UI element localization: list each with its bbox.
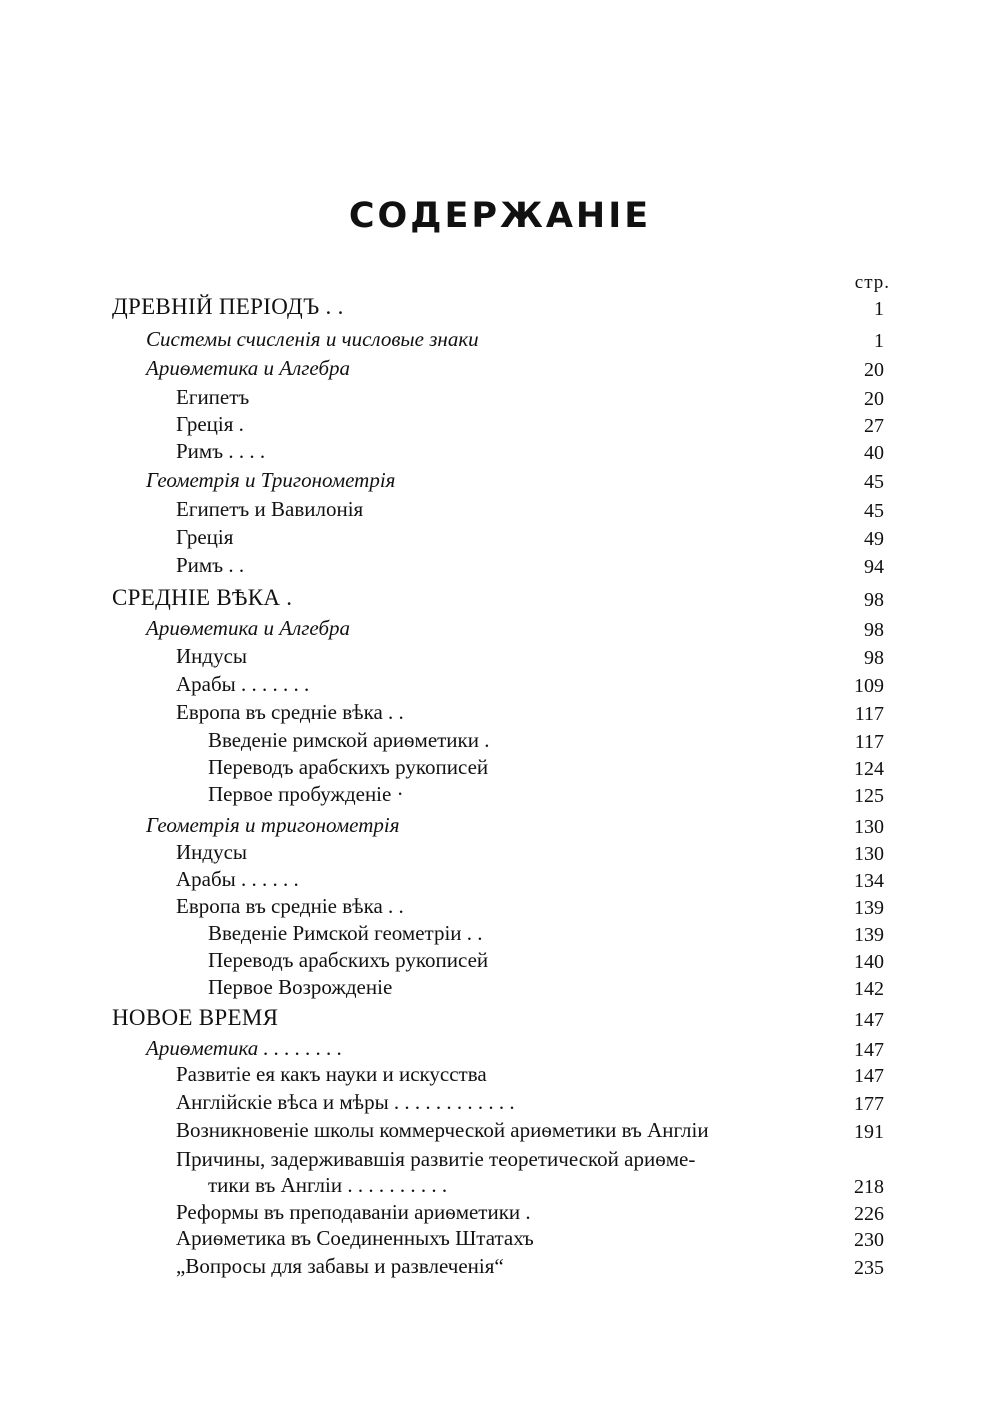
toc-entry-label: Ариѳметика и Алгебра [146, 356, 351, 380]
toc-entry-page-number: 117 [854, 703, 884, 725]
toc-entry-page-number: 1 [874, 330, 884, 352]
toc-entry [176, 699, 404, 725]
toc-entry [112, 294, 344, 320]
toc-entry [208, 781, 404, 807]
toc-entry-label: Возникновеніе школы коммерческой ариѳметики въ Англіи [176, 1118, 709, 1142]
toc-entry-label: Египетъ [176, 385, 250, 409]
toc-entry [176, 1061, 487, 1087]
toc-entry-label: Введеніе римской ариѳметики . [208, 728, 490, 752]
toc-entry-page-number: 124 [854, 758, 884, 780]
toc-entry [176, 524, 233, 550]
toc-entry-label: НОВОЕ ВРЕМЯ [112, 1005, 279, 1030]
toc-entry-page-number: 139 [854, 897, 884, 919]
toc-entry [176, 839, 247, 865]
toc-entry-label: Европа въ средніе вѣка . . [176, 894, 404, 918]
toc-entry-label: ДРЕВНІЙ ПЕРІОДЪ . . [112, 294, 344, 319]
toc-entry-label: Римъ . . [176, 553, 245, 577]
toc-entry [208, 974, 392, 1000]
toc-entry-label: Системы счисленія и числовые знаки [146, 327, 479, 351]
toc-entry-page-number: 40 [864, 442, 884, 464]
toc-entry-label: „Вопросы для забавы и развлеченія“ [176, 1254, 504, 1278]
toc-entry-label: Первое Возрожденіе [208, 975, 393, 999]
toc-entry-label: Развитіе ея какъ науки и искусства [176, 1062, 487, 1086]
toc-entry [208, 727, 490, 753]
toc-entry [176, 411, 244, 437]
toc-entry [146, 355, 350, 381]
toc-entry-page-number: 130 [854, 816, 884, 838]
toc-entry-label: Ариѳметика въ Соединенныхъ Штатахъ [176, 1226, 534, 1250]
toc-entry [146, 326, 479, 352]
toc-entry-label: Реформы въ преподаваніи ариѳметики . [176, 1200, 531, 1224]
toc-entry-page-number: 20 [864, 388, 884, 410]
toc-entry-page-number: 226 [854, 1203, 884, 1225]
toc-entry-label: Причины, задерживавшія развитіе теоретической ариѳме- [176, 1147, 696, 1171]
toc-entry [146, 615, 350, 641]
toc-entry-page-number: 147 [854, 1065, 884, 1087]
toc-entry [176, 438, 265, 464]
toc-entry-label: Египетъ и Вавилонія [176, 497, 364, 521]
toc-entry-label: Переводъ арабскихъ рукописей [208, 755, 489, 779]
toc-entry-page-number: 27 [864, 415, 884, 437]
page-title: СОДЕРЖАНІЕ [348, 196, 652, 236]
toc-entry-label: Геометрія и тригонометрія [146, 813, 400, 837]
toc-entry-page-number: 177 [854, 1093, 884, 1115]
toc-entry-page-number: 98 [864, 619, 884, 641]
toc-entry [176, 1117, 709, 1143]
toc-entry [208, 920, 483, 946]
toc-entry-label: Греція [176, 525, 234, 549]
page-column-header: стр. [854, 272, 890, 293]
toc-entry-page-number: 1 [874, 298, 884, 320]
toc-entry [176, 866, 299, 892]
toc-entry-label: Римъ . . . . [176, 439, 266, 463]
toc-entry-page-number: 134 [854, 870, 884, 892]
toc-entry [176, 1146, 695, 1172]
toc-entry-page-number: 49 [864, 528, 884, 550]
toc-entry [176, 1253, 504, 1279]
toc-entry-page-number: 147 [854, 1039, 884, 1061]
toc-entry [176, 496, 363, 522]
toc-entry-page-number: 94 [864, 556, 884, 578]
toc-entry-page-number: 191 [854, 1121, 884, 1143]
toc-entry [176, 893, 404, 919]
toc-entry-page-number: 139 [854, 924, 884, 946]
toc-entry [208, 947, 488, 973]
toc-entry-page-number: 218 [854, 1176, 884, 1198]
toc-entry-page-number: 45 [864, 500, 884, 522]
toc-entry [176, 1225, 534, 1251]
toc-entry-page-number: 109 [854, 675, 884, 697]
toc-entry-label: Индусы [176, 840, 248, 864]
toc-entry [146, 812, 399, 838]
toc-entry [176, 671, 309, 697]
toc-entry [208, 1172, 447, 1198]
toc-entry [112, 1005, 278, 1031]
toc-entry-page-number: 45 [864, 471, 884, 493]
toc-entry-page-number: 230 [854, 1229, 884, 1251]
toc-entry-page-number: 98 [864, 647, 884, 669]
toc-entry-label: СРЕДНІЕ ВѢКА . [112, 585, 293, 610]
toc-entry-page-number: 147 [854, 1009, 884, 1031]
toc-entry-label: Геометрія и Тригонометрія [146, 468, 396, 492]
toc-entry-label: Англійскіе вѣса и мѣры . . . . . . . . . . . . [176, 1090, 515, 1114]
toc-entry [176, 643, 247, 669]
toc-entry-page-number: 140 [854, 951, 884, 973]
toc-entry-label: Европа въ средніе вѣка . . [176, 700, 404, 724]
toc-entry-label: Ариѳметика и Алгебра [146, 616, 351, 640]
toc-entry-label: Индусы [176, 644, 248, 668]
toc-entry-label: Арабы . . . . . . . [176, 672, 310, 696]
toc-entry [146, 467, 395, 493]
toc-entry-label: Первое пробужденіе · [208, 782, 404, 806]
toc-entry-label: Ариѳметика . . . . . . . . [146, 1036, 343, 1060]
toc-entry-label: Грецiя . [176, 412, 244, 436]
toc-entry-page-number: 117 [854, 731, 884, 753]
toc-entry-label: Переводъ арабскихъ рукописей [208, 948, 489, 972]
toc-entry [176, 552, 244, 578]
toc-entry [176, 1199, 531, 1225]
toc-entry-label: Введеніе Римской геометріи . . [208, 921, 483, 945]
toc-entry-page-number: 125 [854, 785, 884, 807]
toc-entry [176, 384, 249, 410]
toc-entry-page-number: 130 [854, 843, 884, 865]
toc-entry-label: Арабы . . . . . . [176, 867, 299, 891]
toc-entry [112, 585, 292, 611]
toc-entry-page-number: 142 [854, 978, 884, 1000]
toc-entry [146, 1035, 342, 1061]
toc-entry-label: тики въ Англіи . . . . . . . . . . [208, 1173, 448, 1197]
toc-entry [208, 754, 488, 780]
toc-entry-page-number: 20 [864, 359, 884, 381]
toc-entry-page-number: 98 [864, 589, 884, 611]
toc-entry [176, 1089, 515, 1115]
toc-entry-page-number: 235 [854, 1257, 884, 1279]
